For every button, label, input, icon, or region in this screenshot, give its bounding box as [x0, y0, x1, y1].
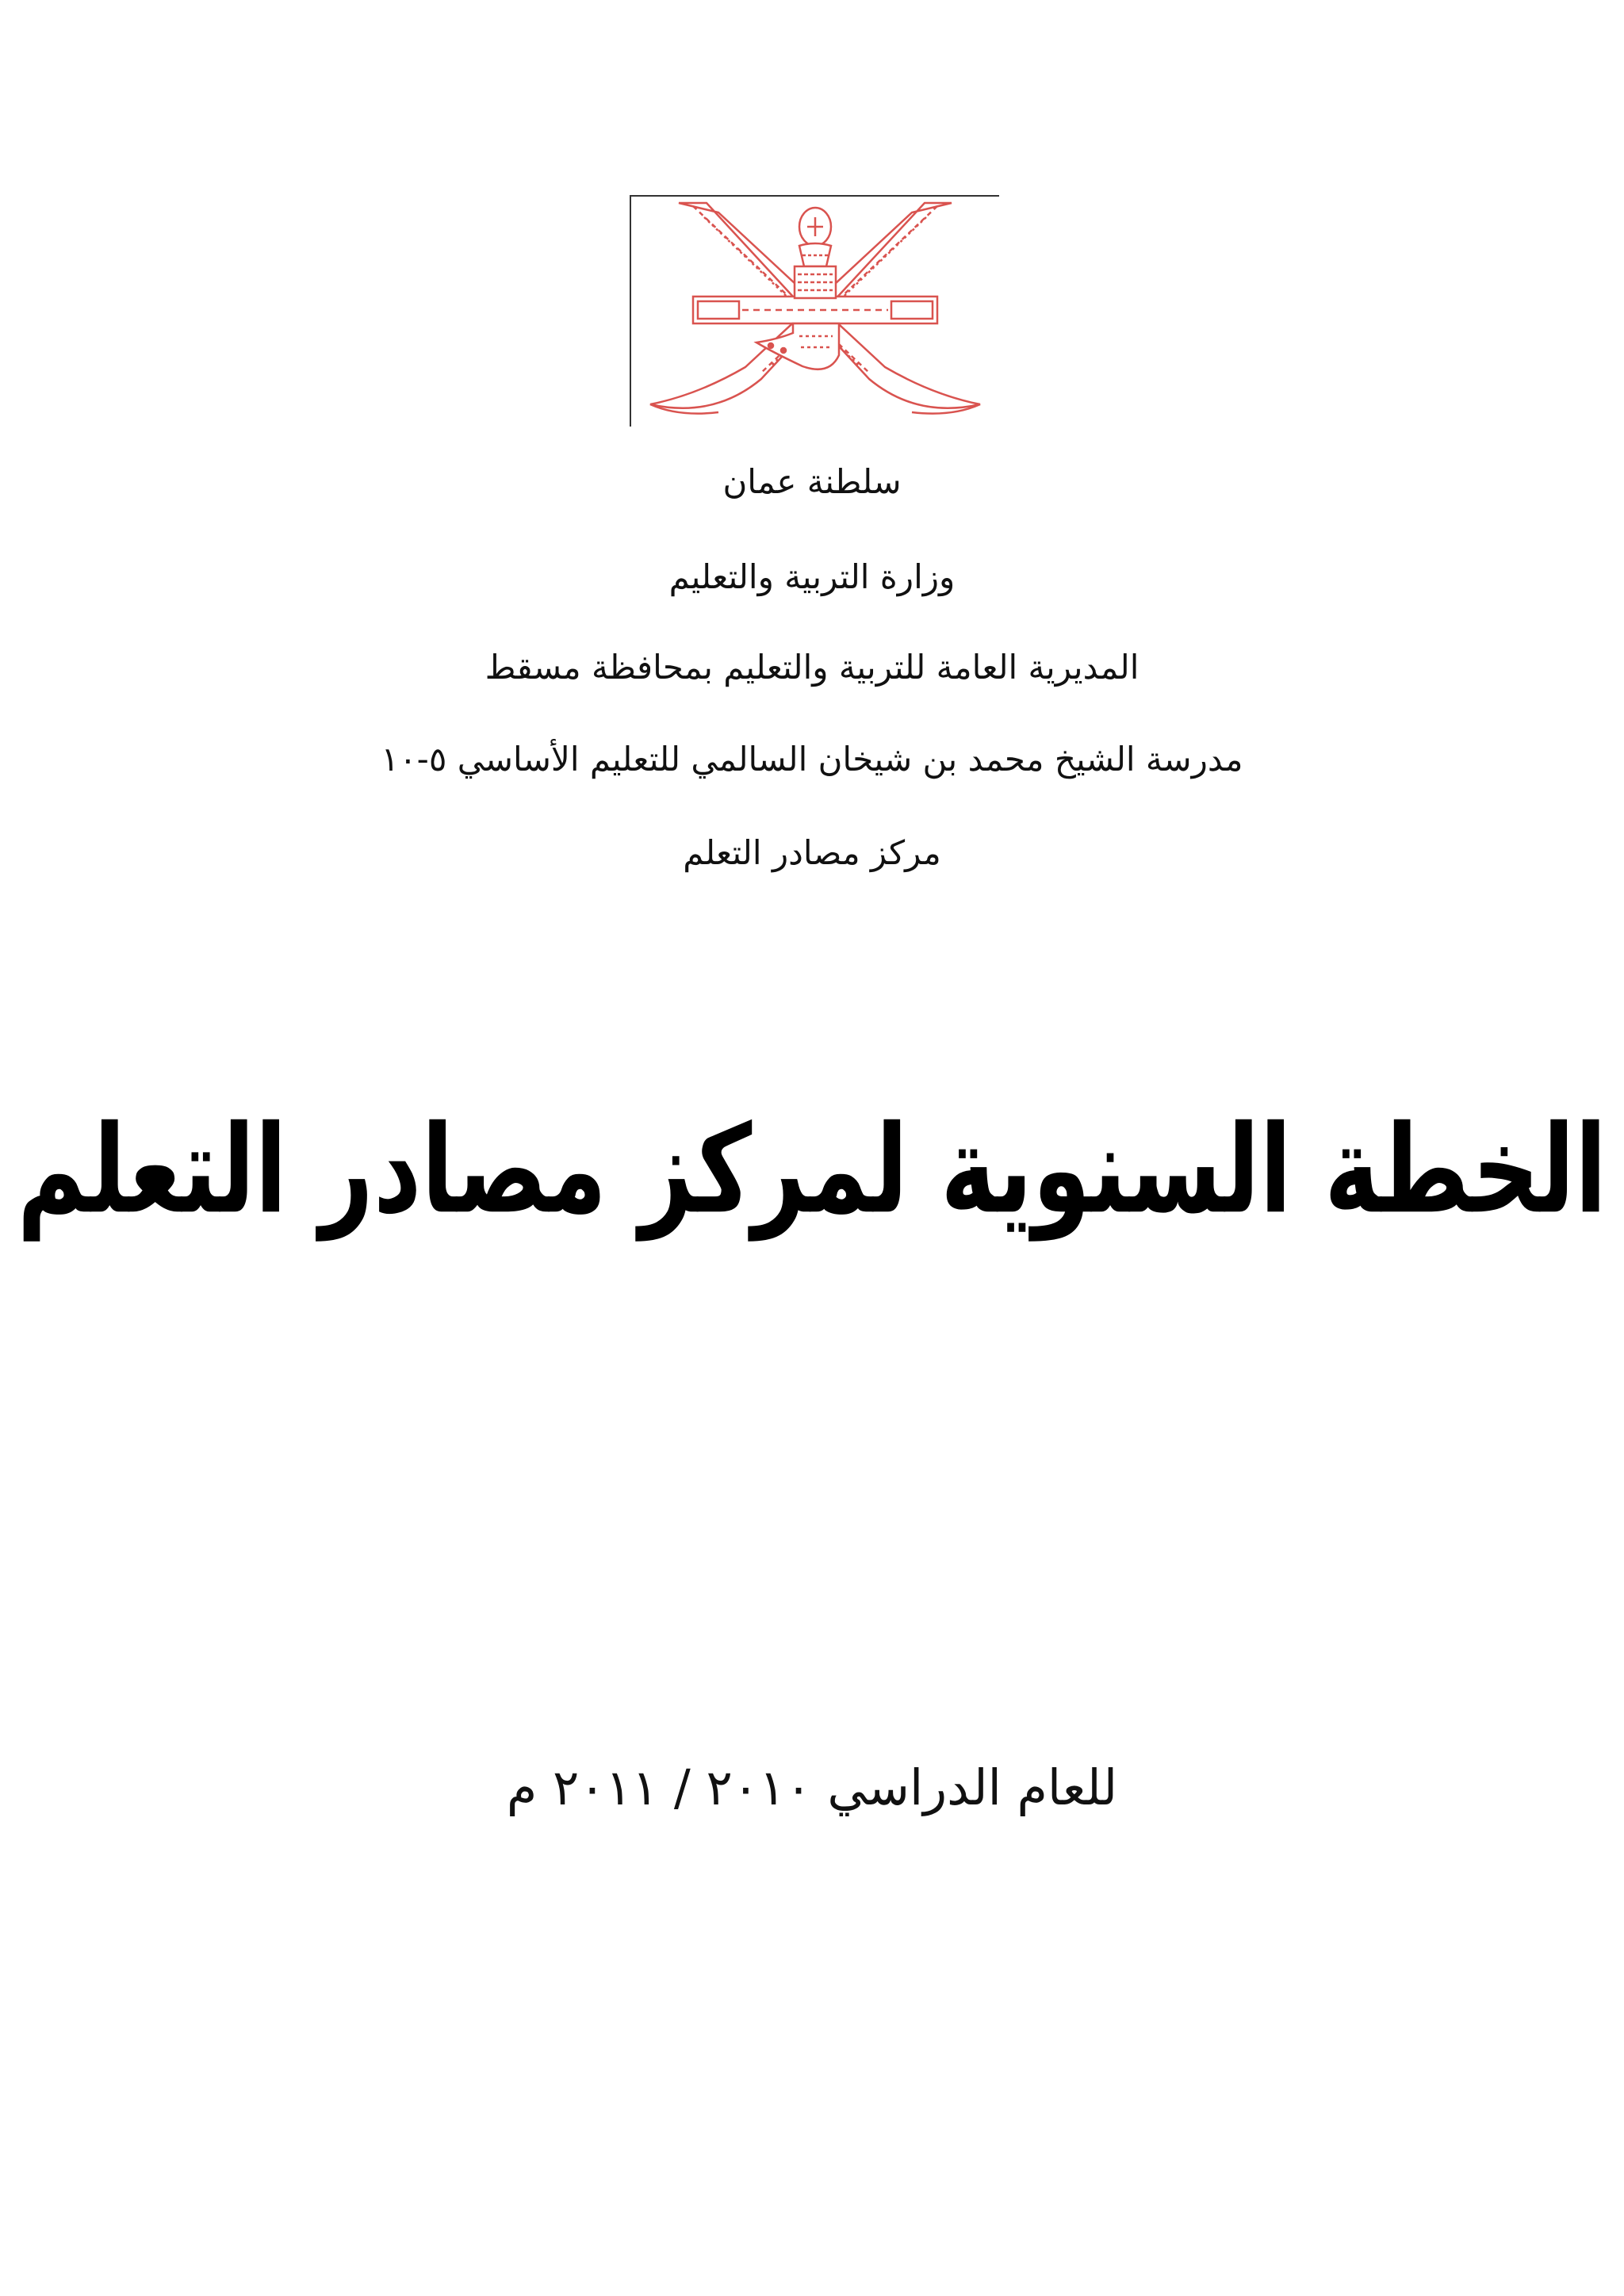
school-name: مدرسة الشيخ محمد بن شيخان السالمي للتعليم الأساسي ٥-١٠ [381, 740, 1243, 779]
emblem-frame [630, 195, 999, 427]
academic-year: للعام الدراسي ٢٠١٠ / ٢٠١١ م [506, 1758, 1118, 1816]
oman-national-emblem-icon [631, 197, 999, 427]
directorate-name: المديرية العامة للتربية والتعليم بمحافظة مسقط [485, 648, 1139, 687]
document-title: الخطة السنوية لمركز مصادر التعلم [17, 1098, 1607, 1241]
center-name: مركز مصادر التعلم [683, 833, 941, 872]
country-name: سلطنة عمان [722, 462, 902, 501]
ministry-name: وزارة التربية والتعليم [668, 557, 956, 596]
